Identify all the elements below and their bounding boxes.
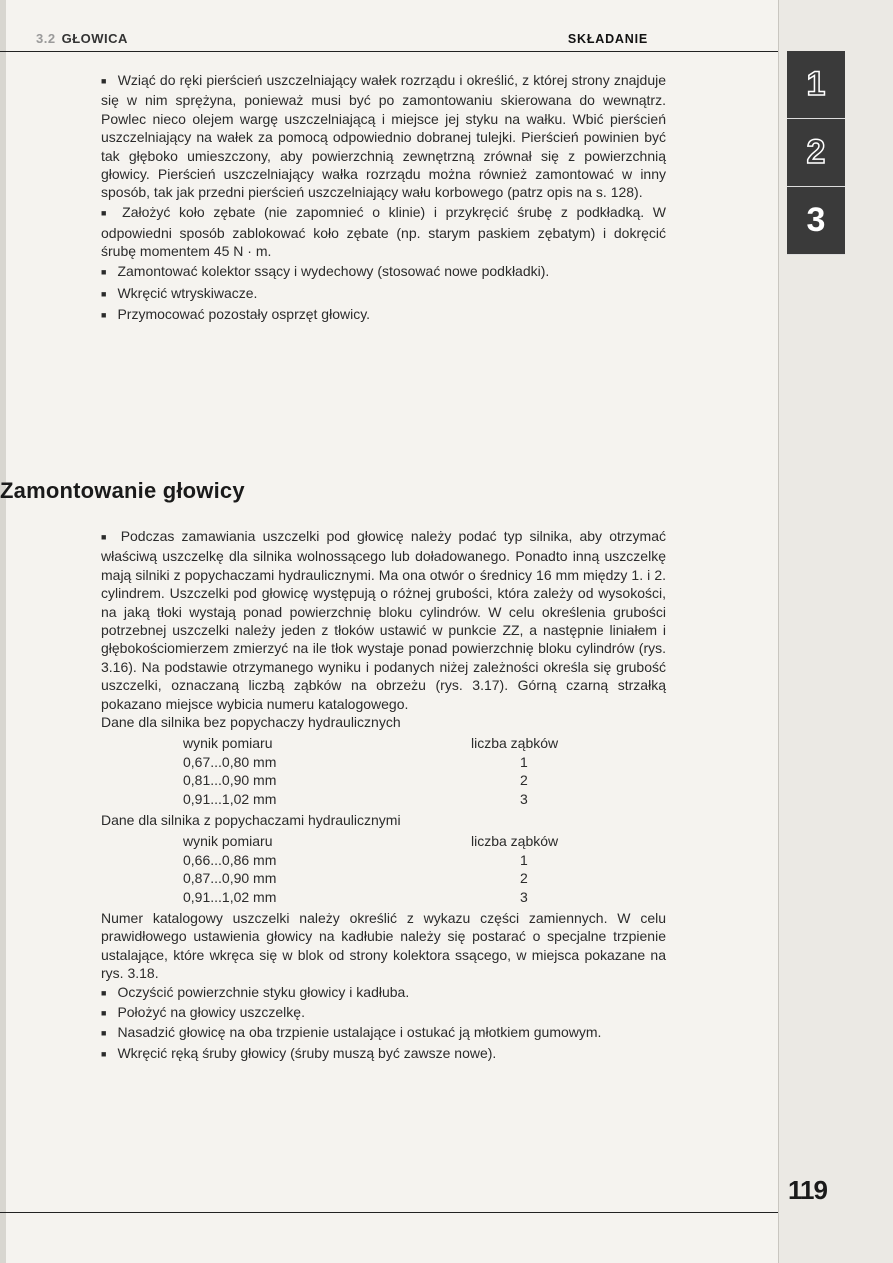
table-row: [101, 888, 666, 906]
chapter-tab-3[interactable]: 3: [787, 187, 845, 255]
bullet-icon: ■: [101, 208, 112, 219]
bullet-icon: ■: [101, 1048, 107, 1059]
step-paragraph: ■ Założyć koło zębate (nie zapomnieć o klinie) i przykręcić śrubę z podkładką. W odpowiedni sposób zablokować koło zębate (np. starym paskiem zębatym) i dokręcić śrubę momentem 45 N · m.: [101, 204, 666, 260]
section-number: 3.2: [36, 31, 56, 46]
step-paragraph: ■ Wkręcić wtryskiwacze.: [101, 284, 258, 301]
teeth-cell: 1: [520, 753, 528, 770]
column-header: liczba ząbków: [471, 735, 559, 752]
closing-paragraph: Numer katalogowy uszczelki należy określić z wykazu części zamiennych. W celu prawidłowego ustawienia głowicy na kadłubie należy się postarać o specjalne trzpienie ustalające, które wkręca się w blok od strony kolektora ssącego, w miejsca pokazane na rys. 3.18.: [101, 910, 666, 982]
table-row: [101, 753, 666, 771]
bullet-icon: ■: [101, 532, 110, 542]
teeth-cell: 1: [520, 851, 528, 868]
gasket-table-standard: [101, 734, 666, 808]
bullet-icon: ■: [101, 987, 107, 998]
bullet-icon: ■: [101, 1028, 107, 1039]
step-paragraph: ■ Zamontować kolektor ssący i wydechowy (stosować nowe podkładki).: [101, 262, 550, 279]
table-header: [101, 734, 666, 752]
page-edge: [0, 0, 6, 1263]
table-header: [101, 832, 666, 850]
intro-steps: [101, 71, 666, 327]
teeth-cell: 2: [520, 772, 528, 789]
teeth-cell: 3: [520, 888, 528, 905]
table-row: [101, 869, 666, 887]
gasket-table-hydraulic: [101, 832, 666, 906]
bullet-icon: ■: [101, 266, 107, 277]
measurement-cell: 0,91...1,02 mm: [183, 888, 277, 905]
table-caption: Dane dla silnika z popychaczami hydraulicznymi: [101, 812, 401, 829]
table-row: [101, 851, 666, 869]
teeth-cell: 2: [520, 870, 528, 887]
bullet-icon: ■: [101, 1008, 107, 1019]
chapter-tabs: [787, 51, 845, 255]
gasket-paragraph: ■ Podczas zamawiania uszczelki pod głowicę należy podać typ silnika, aby otrzymać właściwą uszczelkę dla silnika wolnossącego lub doładowanego. Ponadto inną uszczelkę mają silniki z popychaczami hydraulicznymi. Ma ona otwór o średnicy 16 mm między 1. i 2. cylindrem. Uszczelki pod głowicę występują o różnej grubości, która zależy od wysokości, na jaką tłoki wystają ponad powierzchnię bloku cylindrów. W celu określenia grubości potrzebnej uszczelki należy jeden z tłoków ustawić w punkcie ZZ, a następnie liniałem i głębokościomierzem zmierzyć na ile tłok wystaje ponad powierzchnię bloku cylindrów (rys. 3.16). Na podstawie otrzymanego wyniku i podanych niżej zależności określa się grubość uszczelki, oznaczaną liczbą ząbków na obrzeżu (rys. 3.17). Górną czarną strzałką pokazano miejsce wybicia numeru katalogowego.: [101, 528, 666, 712]
bullet-icon: ■: [101, 288, 107, 299]
measurement-cell: 0,91...1,02 mm: [183, 790, 277, 807]
header-rule: [0, 51, 778, 52]
column-header: wynik pomiaru: [183, 735, 273, 752]
page-number: 119: [788, 1175, 827, 1205]
page-edge-line: [778, 0, 779, 1263]
section-title: GŁOWICA: [61, 31, 128, 46]
step-paragraph: ■ Położyć na głowicy uszczelkę.: [101, 1004, 305, 1021]
running-header-right: SKŁADANIE: [567, 32, 648, 46]
teeth-cell: 3: [520, 790, 528, 807]
measurement-cell: 0,67...0,80 mm: [183, 753, 277, 770]
chapter-tab-1[interactable]: 1: [787, 51, 845, 119]
bullet-icon: ■: [101, 310, 107, 321]
gasket-section: [101, 527, 666, 1064]
measurement-cell: 0,66...0,86 mm: [183, 851, 277, 868]
table-caption: Dane dla silnika bez popychaczy hydraulicznych: [101, 714, 401, 731]
measurement-cell: 0,81...0,90 mm: [183, 772, 277, 789]
measurement-cell: 0,87...0,90 mm: [183, 870, 277, 887]
bullet-icon: ■: [101, 76, 107, 86]
column-header: liczba ząbków: [471, 833, 559, 850]
running-header-left: [36, 31, 128, 46]
table-row: [101, 790, 666, 808]
step-paragraph: ■ Wziąć do ręki pierścień uszczelniający wałek rozrządu i określić, z której strony znajduje się w nim sprężyna, ponieważ musi być po zamontowaniu skierowana do wewnątrz. Powlec nieco olejem wargę uszczelniającą i miejsce jej styku na wałku. Wbić pierścień uszczelniający na wałek za pomocą odpowiednio dobranej tulejki. Pierścień powinien być tak głęboko umieszczony, aby powierzchnią zewnętrzną zrównał się z powierzchnią głowicy. Pierścień uszczelniający wałka rozrządu można również zamontować w inny sposób, tak jak przedni pierścień uszczelniający wału korbowego (patrz opis na s. 128).: [101, 72, 667, 201]
column-header: wynik pomiaru: [183, 833, 273, 850]
step-paragraph: ■ Wkręcić ręką śruby głowicy (śruby muszą być zawsze nowe).: [101, 1044, 497, 1061]
table-row: [101, 771, 666, 789]
section-heading: Zamontowanie głowicy: [0, 478, 245, 503]
step-paragraph: ■ Oczyścić powierzchnie styku głowicy i kadłuba.: [101, 983, 410, 1000]
step-paragraph: ■ Nasadzić głowicę na oba trzpienie ustalające i ostukać ją młotkiem gumowym.: [101, 1024, 602, 1041]
step-paragraph: ■ Przymocować pozostały osprzęt głowicy.: [101, 306, 371, 323]
footer-rule: [0, 1212, 778, 1213]
chapter-tab-2[interactable]: 2: [787, 119, 845, 187]
